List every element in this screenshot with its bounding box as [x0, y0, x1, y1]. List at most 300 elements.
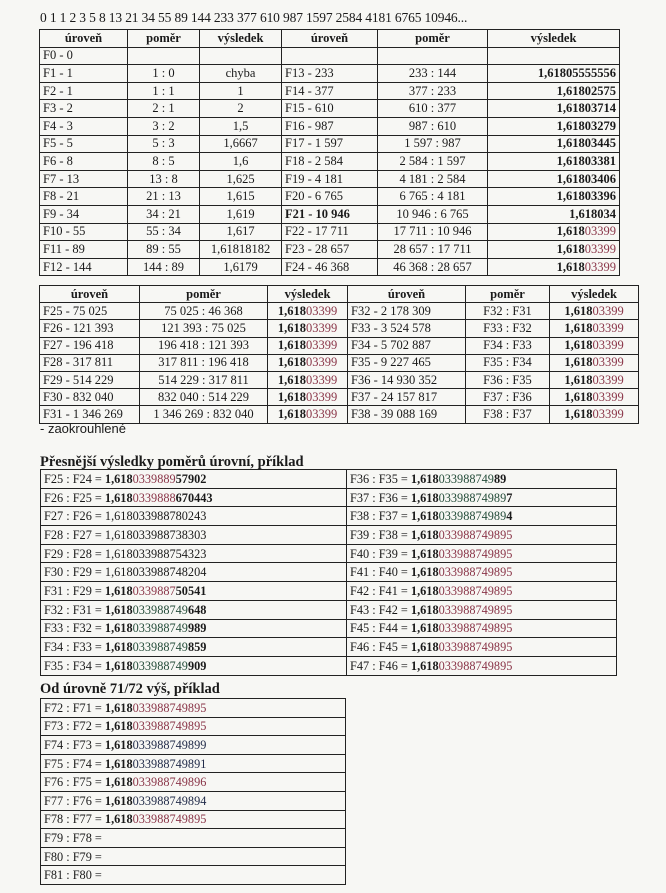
table-cell: 1,61803399 — [268, 354, 348, 371]
table-cell — [41, 699, 346, 718]
table-row — [40, 258, 620, 276]
ratio-value-tail: 50541 — [175, 583, 207, 598]
ratio-value-tail: 57902 — [175, 471, 207, 486]
table-cell: F4 - 3 — [40, 117, 128, 135]
ratio-value-digits: 0339889 — [132, 471, 176, 486]
ratio-table-levels-25-38 — [39, 285, 639, 424]
table-row — [41, 600, 617, 619]
ratio-value-digits: 033988749896 — [132, 775, 207, 790]
table-row — [41, 582, 617, 601]
table-row — [40, 135, 620, 153]
table-cell: 3 : 2 — [128, 117, 200, 135]
ratio-value-digits: 033988749895 — [438, 621, 513, 636]
ratio-value-lead: 1,618 — [104, 490, 133, 505]
ratio-value-digits: 033988749891 — [132, 756, 207, 771]
table-cell: F36 : F35 — [466, 371, 550, 388]
table-cell: F1 - 1 — [40, 65, 128, 83]
ratio-value-lead: 1,618 — [410, 621, 439, 636]
ratio-label: F47 : F46 = — [350, 658, 411, 673]
table-row — [40, 389, 639, 406]
table-cell: 1,61803399 — [550, 406, 639, 423]
table-cell — [347, 563, 617, 582]
ratio-value-lead: 1,618 — [410, 658, 439, 673]
column-header: poměr — [140, 286, 268, 303]
table-row — [41, 507, 617, 526]
table-cell: F38 : F37 — [466, 406, 550, 423]
table-cell: 46 368 : 28 657 — [378, 258, 488, 276]
ratio-value-digits: 033988749895 — [438, 527, 513, 542]
table-cell: 55 : 34 — [128, 223, 200, 241]
table-row — [40, 82, 620, 100]
ratio-value-lead: 1,618 — [410, 602, 439, 617]
ratio-value-digits: 033988749 — [438, 471, 494, 486]
ratio-value-digits: 033988749894 — [132, 793, 207, 808]
table-cell: 377 : 233 — [378, 82, 488, 100]
ratio-value: 1,618033988738303 — [104, 527, 207, 542]
table-row — [40, 406, 639, 423]
table-cell — [41, 791, 346, 810]
table-cell: F38 - 39 088 169 — [348, 406, 466, 423]
table-cell: 1,61803399 — [268, 303, 348, 320]
table-cell: F37 : F36 — [466, 389, 550, 406]
ratio-label: F40 : F39 = — [350, 546, 411, 561]
table-cell — [41, 619, 347, 638]
ratio-label: F26 : F25 = — [44, 490, 105, 505]
table-cell: F14 - 377 — [282, 82, 378, 100]
table-row — [41, 717, 346, 736]
ratio-value-lead: 1,618 — [410, 490, 439, 505]
table-cell: F23 - 28 657 — [282, 241, 378, 259]
table-cell: F15 - 610 — [282, 100, 378, 118]
table-cell: 1,61803399 — [268, 389, 348, 406]
table-cell — [41, 470, 347, 489]
table-cell: F33 - 3 524 578 — [348, 320, 466, 337]
ratio-label: F72 : F71 = — [44, 700, 105, 715]
table-row — [40, 337, 639, 354]
table-cell — [378, 47, 488, 65]
table-row — [40, 223, 620, 241]
table-row — [41, 470, 617, 489]
ratio-value-digits: 03398874989 — [438, 509, 507, 524]
ratio-value-lead: 1,618 — [410, 640, 439, 655]
ratio-value-digits: 033988749895 — [438, 546, 513, 561]
table-cell: 1,625 — [200, 170, 282, 188]
table-cell — [347, 600, 617, 619]
high-levels-heading: Od úrovně 71/72 výš, příklad — [40, 681, 220, 697]
table-cell: F17 - 1 597 — [282, 135, 378, 153]
ratio-label: F34 : F33 = — [44, 640, 105, 655]
ratio-label: F74 : F73 = — [44, 737, 105, 752]
table-cell: 2 : 1 — [128, 100, 200, 118]
table-cell: F35 : F34 — [466, 354, 550, 371]
table-cell: F21 - 10 946 — [282, 205, 378, 223]
ratio-value-lead: 1,618 — [104, 737, 133, 752]
ratio-value-lead: 1,618 — [410, 583, 439, 598]
table-cell: 1,61803399 — [550, 303, 639, 320]
ratio-value-tail: 648 — [187, 602, 207, 617]
table-cell: 4 181 : 2 584 — [378, 170, 488, 188]
table-cell: F26 - 121 393 — [40, 320, 140, 337]
table-cell: F37 - 24 157 817 — [348, 389, 466, 406]
table-row — [41, 791, 346, 810]
table-cell: 832 040 : 514 229 — [140, 389, 268, 406]
table-cell — [200, 47, 282, 65]
table-cell — [41, 563, 347, 582]
ratio-label: F46 : F45 = — [350, 640, 411, 655]
rounded-note: - zaokrouhlené — [40, 421, 126, 436]
table-cell — [41, 507, 347, 526]
table-cell: 514 229 : 317 811 — [140, 371, 268, 388]
ratio-label: F27 : F26 = — [44, 509, 105, 524]
table-row — [40, 65, 620, 83]
ratio-value: 1,618033988748204 — [104, 565, 207, 580]
table-cell: 1 : 0 — [128, 65, 200, 83]
table-row — [41, 638, 617, 657]
table-cell — [347, 638, 617, 657]
ratio-label: F32 : F31 = — [44, 602, 105, 617]
table-cell: 1,61803399 — [488, 223, 620, 241]
ratio-value-tail: 989 — [187, 621, 207, 636]
table-cell: 1,61803399 — [268, 406, 348, 423]
table-cell: 144 : 89 — [128, 258, 200, 276]
table-cell: F28 - 317 811 — [40, 354, 140, 371]
ratio-value-lead: 1,618 — [104, 583, 133, 598]
table-cell: 10 946 : 6 765 — [378, 205, 488, 223]
table-header-row — [40, 286, 639, 303]
ratio-label: F37 : F36 = — [350, 490, 411, 505]
table-cell: 1,615 — [200, 188, 282, 206]
table-row — [41, 847, 346, 866]
ratio-value-digits: 033988749 — [132, 658, 188, 673]
table-cell: F12 - 144 — [40, 258, 128, 276]
ratio-value: 1,618033988754323 — [104, 546, 207, 561]
table-cell: F20 - 6 765 — [282, 188, 378, 206]
ratio-label: F80 : F79 = — [44, 849, 102, 864]
table-cell — [41, 488, 347, 507]
table-cell: 1,61803399 — [550, 320, 639, 337]
table-cell: 5 : 3 — [128, 135, 200, 153]
table-cell — [488, 47, 620, 65]
table-cell: 34 : 21 — [128, 205, 200, 223]
table-row — [41, 829, 346, 848]
table-cell — [41, 736, 346, 755]
ratio-label: F73 : F72 = — [44, 719, 105, 734]
table-cell: 1,61803399 — [488, 258, 620, 276]
table-row — [40, 47, 620, 65]
column-header: úroveň — [282, 30, 378, 48]
table-cell: 1,61803381 — [488, 153, 620, 171]
table-row — [41, 866, 346, 885]
ratio-label: F39 : F38 = — [350, 527, 411, 542]
table-cell: F19 - 4 181 — [282, 170, 378, 188]
table-cell: 1,6 — [200, 153, 282, 171]
ratio-value-tail: 670443 — [175, 490, 213, 505]
ratio-value-lead: 1,618 — [104, 719, 133, 734]
table-cell — [41, 810, 346, 829]
table-cell — [347, 582, 617, 601]
table-row — [41, 488, 617, 507]
column-header: poměr — [466, 286, 550, 303]
table-cell — [41, 656, 347, 675]
ratio-value-digits: 033988749895 — [132, 700, 207, 715]
ratio-value-tail: 909 — [187, 658, 207, 673]
table-row — [41, 773, 346, 792]
table-cell: F18 - 2 584 — [282, 153, 378, 171]
table-cell: 1,61803406 — [488, 170, 620, 188]
table-cell: 1,61803399 — [268, 320, 348, 337]
ratio-label: F35 : F34 = — [44, 658, 105, 673]
table-cell: 317 811 : 196 418 — [140, 354, 268, 371]
table-cell — [41, 847, 346, 866]
table-cell: F35 - 9 227 465 — [348, 354, 466, 371]
table-cell: 1,6179 — [200, 258, 282, 276]
table-header-row — [40, 30, 620, 48]
high-levels-table — [40, 698, 346, 885]
table-cell: F2 - 1 — [40, 82, 128, 100]
ratio-value-lead: 1,618 — [104, 471, 133, 486]
table-cell: 610 : 377 — [378, 100, 488, 118]
ratio-value-lead: 1,618 — [104, 602, 133, 617]
table-cell: 1,619 — [200, 205, 282, 223]
table-cell: F36 - 14 930 352 — [348, 371, 466, 388]
ratio-value-lead: 1,618 — [410, 509, 439, 524]
table-cell — [41, 754, 346, 773]
ratio-value-lead: 1,618 — [104, 640, 133, 655]
table-cell: 1 : 1 — [128, 82, 200, 100]
table-cell: F24 - 46 368 — [282, 258, 378, 276]
table-row — [40, 241, 620, 259]
table-row — [41, 619, 617, 638]
fibonacci-sequence: 0 1 1 2 3 5 8 13 21 34 55 89 144 233 377 610 987 1597 2584 4181 6765 10946... — [40, 10, 468, 25]
ratio-value-lead: 1,618 — [104, 756, 133, 771]
table-row — [40, 320, 639, 337]
ratio-value-digits: 033988749895 — [438, 640, 513, 655]
ratio-label: F25 : F24 = — [44, 471, 105, 486]
table-cell: F22 - 17 711 — [282, 223, 378, 241]
table-cell — [347, 619, 617, 638]
ratio-value-tail: 859 — [187, 640, 207, 655]
table-cell: 1,61803399 — [550, 371, 639, 388]
ratio-value: 1,618033988780243 — [104, 509, 207, 524]
table-row — [41, 656, 617, 675]
table-cell: F7 - 13 — [40, 170, 128, 188]
table-cell: F29 - 514 229 — [40, 371, 140, 388]
table-cell: F9 - 34 — [40, 205, 128, 223]
ratio-value-tail: 7 — [506, 490, 513, 505]
table-cell: 1,61803279 — [488, 117, 620, 135]
ratio-value-lead: 1,618 — [104, 700, 133, 715]
ratio-value-lead: 1,618 — [104, 658, 133, 673]
table-cell: F5 - 5 — [40, 135, 128, 153]
table-cell: F34 - 5 702 887 — [348, 337, 466, 354]
ratio-label: F78 : F77 = — [44, 812, 105, 827]
table-cell — [41, 582, 347, 601]
table-row — [41, 563, 617, 582]
table-row — [41, 736, 346, 755]
table-cell: 75 025 : 46 368 — [140, 303, 268, 320]
table-cell: 1,61803399 — [550, 389, 639, 406]
ratio-label: F75 : F74 = — [44, 756, 105, 771]
table-cell: 1,61803714 — [488, 100, 620, 118]
table-cell: F30 - 832 040 — [40, 389, 140, 406]
table-cell: 196 418 : 121 393 — [140, 337, 268, 354]
column-header: výsledek — [550, 286, 639, 303]
ratio-label: F31 : F29 = — [44, 583, 105, 598]
table-cell — [347, 488, 617, 507]
ratio-label: F43 : F42 = — [350, 602, 411, 617]
table-cell — [41, 866, 346, 885]
table-cell: F33 : F32 — [466, 320, 550, 337]
ratio-value-digits: 033988749 — [132, 621, 188, 636]
table-cell: 21 : 13 — [128, 188, 200, 206]
ratio-label: F81 : F80 = — [44, 868, 102, 883]
table-cell: 121 393 : 75 025 — [140, 320, 268, 337]
table-cell: 1,61802575 — [488, 82, 620, 100]
column-header: výsledek — [488, 30, 620, 48]
ratio-label: F42 : F41 = — [350, 583, 411, 598]
table-row — [41, 699, 346, 718]
table-cell: 2 — [200, 100, 282, 118]
table-cell: 1,61818182 — [200, 241, 282, 259]
ratio-value-digits: 033988749895 — [132, 719, 207, 734]
table-cell — [347, 507, 617, 526]
table-cell — [41, 600, 347, 619]
table-cell: 1,61803399 — [488, 241, 620, 259]
table-cell: F32 : F31 — [466, 303, 550, 320]
ratio-label: F30 : F29 = — [44, 565, 105, 580]
table-cell: 1 346 269 : 832 040 — [140, 406, 268, 423]
table-cell: 2 584 : 1 597 — [378, 153, 488, 171]
ratio-value-digits: 033988749895 — [438, 583, 513, 598]
table-row — [40, 303, 639, 320]
table-cell: 17 711 : 10 946 — [378, 223, 488, 241]
table-cell: F13 - 233 — [282, 65, 378, 83]
table-cell: 1,6667 — [200, 135, 282, 153]
table-cell — [282, 47, 378, 65]
table-cell — [41, 829, 346, 848]
table-cell: 1 597 : 987 — [378, 135, 488, 153]
table-cell — [347, 544, 617, 563]
ratio-value-digits: 033988749895 — [438, 602, 513, 617]
table-cell — [41, 638, 347, 657]
column-header: úroveň — [40, 286, 140, 303]
ratio-value-tail: 89 — [493, 471, 507, 486]
column-header: výsledek — [268, 286, 348, 303]
ratio-label: F28 : F27 = — [44, 527, 105, 542]
column-header: úroveň — [348, 286, 466, 303]
table-cell: F8 - 21 — [40, 188, 128, 206]
ratio-value-lead: 1,618 — [104, 621, 133, 636]
table-cell: 987 : 610 — [378, 117, 488, 135]
ratio-value-lead: 1,618 — [410, 546, 439, 561]
ratio-value-lead: 1,618 — [410, 471, 439, 486]
table-cell: F25 - 75 025 — [40, 303, 140, 320]
column-header: poměr — [378, 30, 488, 48]
ratio-value-digits: 033988749899 — [132, 737, 207, 752]
table-cell — [128, 47, 200, 65]
table-row — [40, 170, 620, 188]
table-cell: 1,61805555556 — [488, 65, 620, 83]
ratio-label: F45 : F44 = — [350, 621, 411, 636]
table-cell: 89 : 55 — [128, 241, 200, 259]
table-cell: F11 - 89 — [40, 241, 128, 259]
ratio-label: F38 : F37 = — [350, 509, 411, 524]
ratio-value-digits: 033988749895 — [132, 812, 207, 827]
ratio-label: F33 : F32 = — [44, 621, 105, 636]
ratio-label: F77 : F76 = — [44, 793, 105, 808]
ratio-value-lead: 1,618 — [104, 775, 133, 790]
table-cell: 1,61803399 — [268, 371, 348, 388]
ratio-value-digits: 0339888 — [132, 490, 176, 505]
ratio-value-lead: 1,618 — [104, 812, 133, 827]
table-cell: 1,61803396 — [488, 188, 620, 206]
table-cell — [347, 470, 617, 489]
table-cell: F31 - 1 346 269 — [40, 406, 140, 423]
table-cell: 1,61803399 — [268, 337, 348, 354]
table-cell: 28 657 : 17 711 — [378, 241, 488, 259]
table-cell — [41, 773, 346, 792]
table-cell: F16 - 987 — [282, 117, 378, 135]
table-cell: 1,61803445 — [488, 135, 620, 153]
table-cell: F0 - 0 — [40, 47, 128, 65]
table-cell: 1,617 — [200, 223, 282, 241]
ratio-value-digits: 03398874989 — [438, 490, 507, 505]
table-cell: 1,5 — [200, 117, 282, 135]
table-row — [40, 371, 639, 388]
column-header: výsledek — [200, 30, 282, 48]
table-cell: chyba — [200, 65, 282, 83]
table-cell: 6 765 : 4 181 — [378, 188, 488, 206]
table-row — [40, 354, 639, 371]
table-cell: F10 - 55 — [40, 223, 128, 241]
table-row — [40, 188, 620, 206]
precise-results-table — [40, 469, 617, 676]
ratio-value-digits: 033988749 — [132, 640, 188, 655]
column-header: úroveň — [40, 30, 128, 48]
ratio-label: F29 : F28 = — [44, 546, 105, 561]
precise-results-heading: Přesnější výsledky poměrů úrovní, příklad — [40, 454, 304, 470]
table-cell: F32 - 2 178 309 — [348, 303, 466, 320]
ratio-value-lead: 1,618 — [104, 793, 133, 808]
ratio-label: F36 : F35 = — [350, 471, 411, 486]
ratio-value-digits: 033988749895 — [438, 658, 513, 673]
column-header: poměr — [128, 30, 200, 48]
ratio-value-lead: 1,618 — [410, 527, 439, 542]
table-cell: F6 - 8 — [40, 153, 128, 171]
table-cell: 13 : 8 — [128, 170, 200, 188]
table-row — [40, 205, 620, 223]
ratio-table-levels-0-24 — [39, 29, 620, 276]
table-row — [41, 544, 617, 563]
ratio-value-digits: 033988749 — [132, 602, 188, 617]
ratio-label: F41 : F40 = — [350, 565, 411, 580]
table-cell: 233 : 144 — [378, 65, 488, 83]
ratio-value-digits: 0339887 — [132, 583, 176, 598]
table-row — [40, 100, 620, 118]
ratio-value-digits: 033988749895 — [438, 565, 513, 580]
table-cell — [347, 526, 617, 545]
table-cell: F3 - 2 — [40, 100, 128, 118]
table-row — [41, 810, 346, 829]
table-cell — [41, 526, 347, 545]
table-cell — [347, 656, 617, 675]
table-cell: 1 — [200, 82, 282, 100]
ratio-label: F79 : F78 = — [44, 830, 102, 845]
table-row — [41, 526, 617, 545]
table-row — [41, 754, 346, 773]
table-cell: 1,618034 — [488, 205, 620, 223]
ratio-label: F76 : F75 = — [44, 775, 105, 790]
